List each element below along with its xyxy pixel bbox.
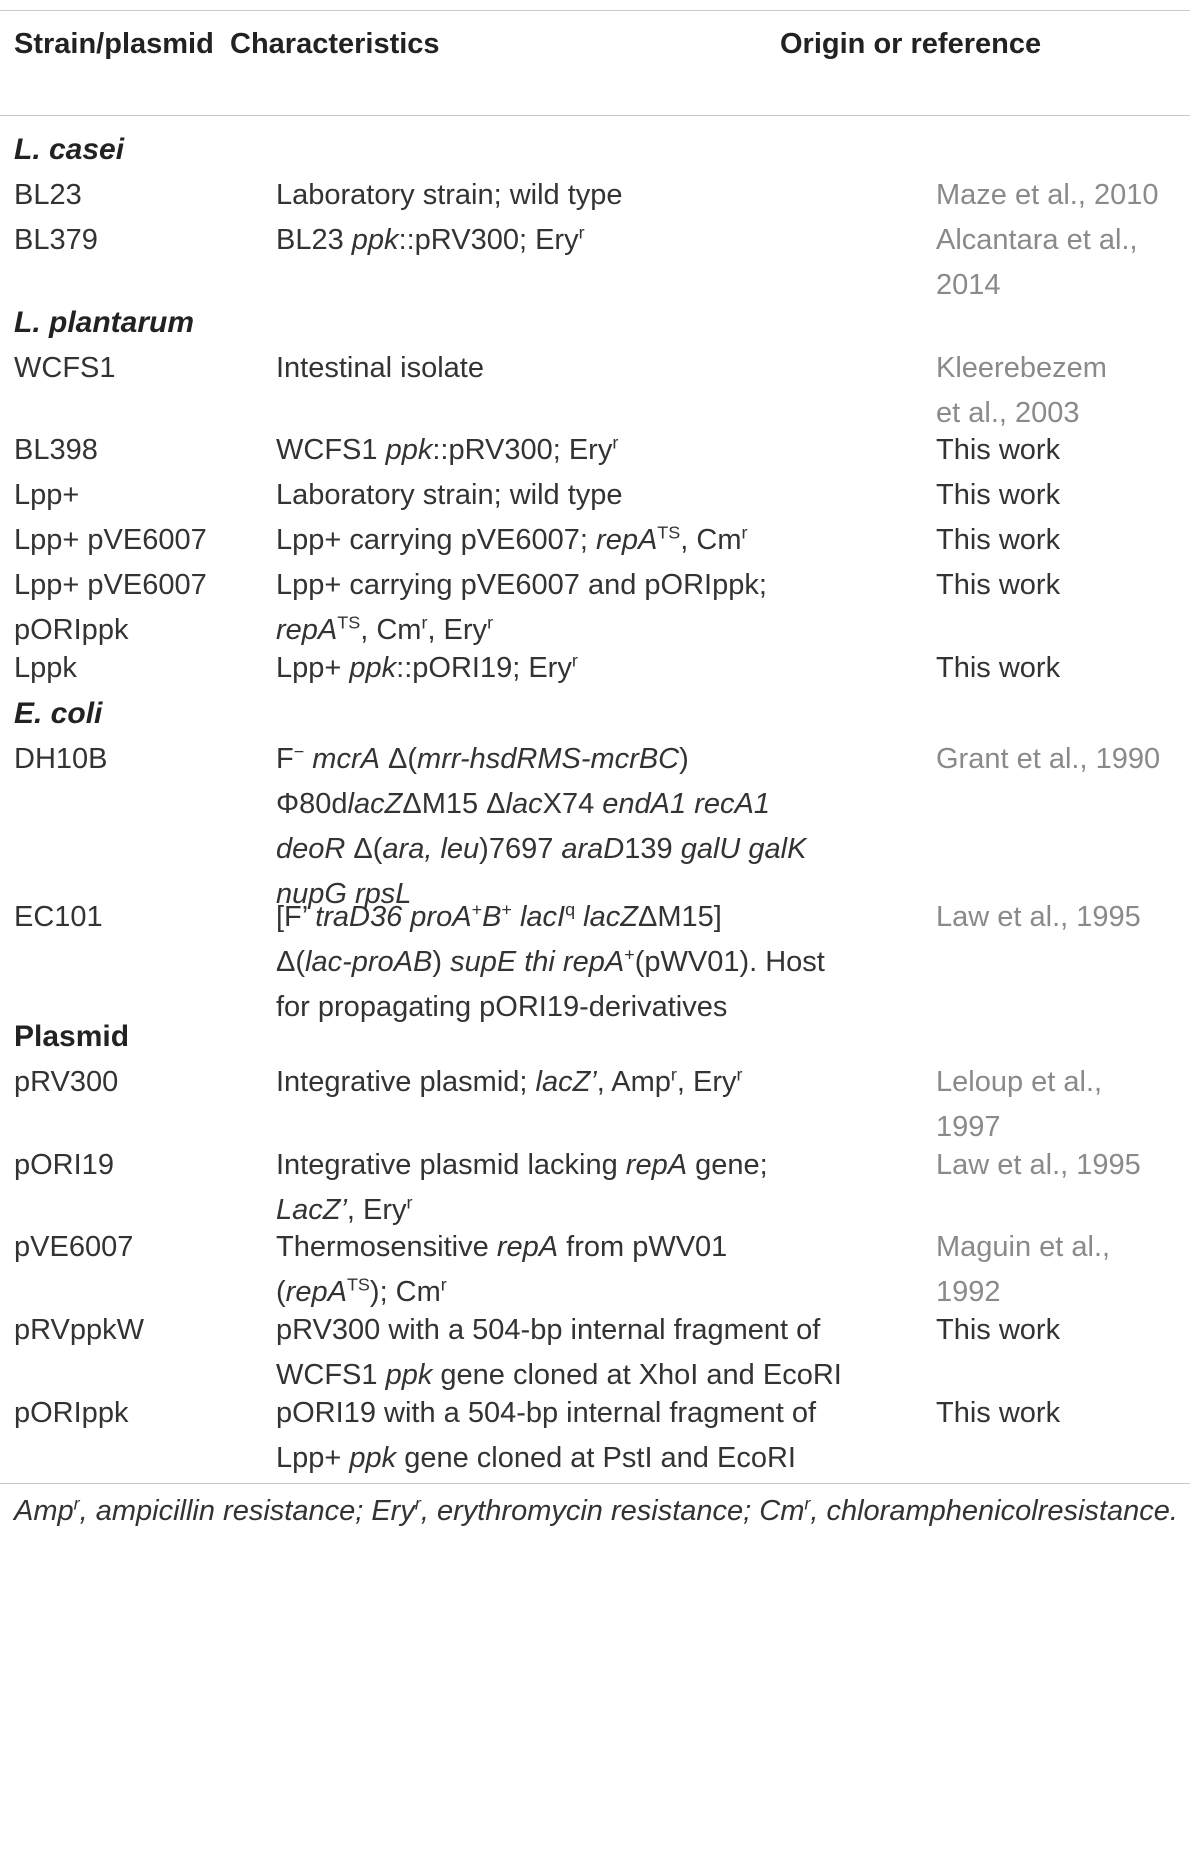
characteristics-cell xyxy=(276,173,936,218)
superscript: r xyxy=(736,1064,743,1085)
text-segment: Kleerebezem xyxy=(936,352,1107,384)
strain-cell xyxy=(14,173,264,218)
reference-cell xyxy=(936,1225,1198,1315)
reference-cell xyxy=(936,518,1198,563)
section-title: L. casei xyxy=(14,133,125,166)
characteristics-cell xyxy=(276,1143,936,1233)
characteristics-cell xyxy=(276,1225,936,1315)
text-line xyxy=(276,1308,936,1353)
text-segment: , Cm xyxy=(680,524,742,556)
text-segment: , ampicillin resistance; Ery xyxy=(79,1495,415,1527)
text-segment: This work xyxy=(936,524,1061,556)
superscript: r xyxy=(804,1493,811,1514)
reference-cell xyxy=(936,1308,1198,1353)
text-segment: , chloramphenicol xyxy=(810,1495,1038,1527)
text-segment: Integrative plasmid lacking xyxy=(276,1149,626,1181)
text-line xyxy=(276,563,936,608)
superscript: + xyxy=(624,944,635,965)
table-footnote xyxy=(14,1492,1194,1530)
text-segment: BL23 xyxy=(14,179,82,211)
text-segment: , Ery xyxy=(427,614,488,646)
superscript: r xyxy=(487,612,494,633)
text-segment: Φ80d xyxy=(276,788,348,820)
text-segment: pORIppk xyxy=(14,1397,129,1429)
text-line xyxy=(276,1225,936,1270)
text-segment: This work xyxy=(936,652,1061,684)
text-line xyxy=(936,737,1198,782)
superscript: r xyxy=(414,1493,421,1514)
text-segment: lacZ xyxy=(583,901,638,933)
text-line xyxy=(14,1225,264,1270)
text-segment: F xyxy=(276,743,294,775)
text-segment: Integrative plasmid; xyxy=(276,1066,536,1098)
text-segment: Δ( xyxy=(345,833,383,865)
text-segment xyxy=(512,901,520,933)
text-segment: araD xyxy=(561,833,625,865)
text-segment: repA xyxy=(496,1231,559,1263)
superscript: r xyxy=(741,522,748,543)
superscript: q xyxy=(565,899,576,920)
text-line xyxy=(936,1308,1198,1353)
text-segment: Lpp+ xyxy=(276,1442,350,1474)
text-line xyxy=(276,1143,936,1188)
text-segment: et al., 2003 xyxy=(936,397,1080,429)
characteristics-cell xyxy=(276,473,936,518)
text-segment: BL379 xyxy=(14,224,98,256)
text-line xyxy=(276,1060,936,1105)
superscript: r xyxy=(73,1493,80,1514)
strain-cell xyxy=(14,1143,264,1188)
text-line xyxy=(276,473,936,518)
text-segment: ppk xyxy=(349,1442,397,1474)
text-line xyxy=(276,895,936,940)
text-line xyxy=(936,1143,1198,1188)
text-line xyxy=(276,782,936,827)
text-segment: , Amp xyxy=(596,1066,671,1098)
text-segment: mrr-hsdRMS-mcrBC xyxy=(417,743,680,775)
text-segment: lac xyxy=(505,788,543,820)
text-segment: repA xyxy=(596,524,658,556)
text-segment: ΔM15 Δ xyxy=(402,788,506,820)
text-segment: repA xyxy=(276,614,338,646)
superscript: r xyxy=(670,1064,677,1085)
text-line xyxy=(276,1391,936,1436)
text-line xyxy=(14,646,264,691)
superscript: TS xyxy=(337,612,361,633)
text-segment: Leloup et al., xyxy=(936,1066,1103,1098)
reference-cell xyxy=(936,737,1198,782)
strain-cell xyxy=(14,1308,264,1353)
text-line xyxy=(1038,1495,1178,1527)
text-line xyxy=(936,895,1198,940)
text-segment: lacZ xyxy=(347,788,403,820)
reference-cell xyxy=(936,1060,1198,1150)
text-line xyxy=(276,218,936,263)
text-segment: pORI19 with a 504-bp internal fragment of xyxy=(276,1397,817,1429)
text-segment: for propagating pORI19-derivatives xyxy=(276,991,728,1023)
text-segment: ppk xyxy=(385,434,433,466)
text-segment: resistance. xyxy=(1037,1495,1178,1527)
superscript: r xyxy=(406,1192,413,1213)
superscript: + xyxy=(471,899,483,920)
text-segment: 139 xyxy=(624,833,681,865)
text-segment: repA xyxy=(625,1149,688,1181)
text-line xyxy=(14,218,264,263)
characteristics-cell xyxy=(276,895,936,1030)
text-segment: ppk xyxy=(351,224,399,256)
text-segment: supE thi repA xyxy=(450,946,625,978)
text-segment: WCFS1 xyxy=(276,434,386,466)
text-segment: Lppk xyxy=(14,652,77,684)
text-segment: pRV300 with a 504-bp internal fragment of xyxy=(276,1314,821,1346)
text-line xyxy=(14,1060,264,1105)
text-segment: WCFS1 xyxy=(276,1359,386,1391)
header-reference: Origin or reference xyxy=(780,28,1042,60)
text-line xyxy=(14,473,264,518)
text-segment: 1992 xyxy=(936,1276,1001,1308)
text-segment: Lpp+ xyxy=(14,479,80,511)
text-segment: pRV300 xyxy=(14,1066,119,1098)
text-line xyxy=(14,173,264,218)
text-line xyxy=(936,346,1198,391)
text-segment: from pWV01 xyxy=(558,1231,728,1263)
text-line xyxy=(14,1143,264,1188)
text-segment: ) xyxy=(679,743,689,775)
reference-cell xyxy=(936,173,1198,218)
text-segment: Maguin et al., xyxy=(936,1231,1111,1263)
superscript: − xyxy=(293,741,305,762)
characteristics-cell xyxy=(276,646,936,691)
text-segment: Grant et al., 1990 xyxy=(936,743,1161,775)
text-line xyxy=(936,1060,1198,1105)
top-rule xyxy=(0,10,1190,11)
text-segment: pRVppkW xyxy=(14,1314,145,1346)
text-segment: galU galK xyxy=(680,833,807,865)
text-segment: ::pRV300; Ery xyxy=(432,434,613,466)
text-segment: ::pRV300; Ery xyxy=(398,224,579,256)
characteristics-cell xyxy=(276,1308,936,1398)
text-segment: lacI xyxy=(519,901,566,933)
text-segment: ) xyxy=(432,946,451,978)
reference-cell xyxy=(936,1391,1198,1436)
strain-cell xyxy=(14,1391,264,1436)
text-line xyxy=(276,518,936,563)
strain-cell xyxy=(14,737,264,782)
strain-cell xyxy=(14,563,264,653)
text-segment: ::pORI19; Ery xyxy=(396,652,572,684)
superscript: r xyxy=(612,432,619,453)
strain-cell xyxy=(14,1060,264,1105)
superscript: r xyxy=(578,222,585,243)
text-segment: ( xyxy=(276,1276,286,1308)
reference-cell xyxy=(936,473,1198,518)
reference-cell xyxy=(936,346,1198,436)
text-segment: )7697 xyxy=(479,833,562,865)
superscript: r xyxy=(440,1274,447,1295)
text-segment: Δ( xyxy=(276,946,306,978)
text-segment: WCFS1 xyxy=(14,352,116,384)
text-line xyxy=(936,218,1198,263)
text-line xyxy=(14,428,264,473)
text-line xyxy=(936,518,1198,563)
superscript: r xyxy=(421,612,428,633)
text-segment: Laboratory strain; wild type xyxy=(276,479,623,511)
text-segment: ppk xyxy=(349,652,397,684)
text-line xyxy=(14,346,264,391)
superscript: + xyxy=(501,899,512,920)
reference-cell xyxy=(936,563,1198,608)
reference-cell xyxy=(936,1143,1198,1188)
text-segment: pVE6007 xyxy=(14,1231,134,1263)
characteristics-cell xyxy=(276,346,936,391)
text-segment: , Ery xyxy=(676,1066,737,1098)
text-segment: Δ( xyxy=(379,743,418,775)
text-line xyxy=(936,263,1198,308)
text-segment: BL398 xyxy=(14,434,98,466)
characteristics-cell xyxy=(276,1060,936,1105)
text-segment: deoR xyxy=(276,833,346,865)
text-line xyxy=(936,563,1198,608)
text-segment: traD36 proA xyxy=(315,901,472,933)
text-segment: Law et al., 1995 xyxy=(936,1149,1141,1181)
text-line xyxy=(936,473,1198,518)
characteristics-cell xyxy=(276,518,936,563)
text-line xyxy=(276,346,936,391)
text-segment: gene cloned at XhoI and EcoRI xyxy=(432,1359,842,1391)
text-segment: Amp xyxy=(14,1495,74,1527)
text-line xyxy=(936,1225,1198,1270)
characteristics-cell xyxy=(276,428,936,473)
text-segment: Laboratory strain; wild type xyxy=(276,179,623,211)
text-segment: gene cloned at PstI and EcoRI xyxy=(396,1442,796,1474)
text-segment: 1997 xyxy=(936,1111,1001,1143)
text-segment: lac-proAB xyxy=(305,946,433,978)
text-segment: Thermosensitive xyxy=(276,1231,497,1263)
text-line xyxy=(936,646,1198,691)
text-segment: EC101 xyxy=(14,901,103,933)
text-segment: Law et al., 1995 xyxy=(936,901,1141,933)
text-segment: Intestinal isolate xyxy=(276,352,484,384)
text-segment: ); Cm xyxy=(369,1276,441,1308)
text-segment: Maze et al., 2010 xyxy=(936,179,1159,211)
text-segment: LacZ’ xyxy=(276,1194,347,1226)
text-segment: Alcantara et al., xyxy=(936,224,1138,256)
text-segment: This work xyxy=(936,479,1061,511)
text-line xyxy=(276,827,936,872)
text-segment: X74 xyxy=(542,788,603,820)
text-line xyxy=(276,737,936,782)
strain-cell xyxy=(14,428,264,473)
text-line xyxy=(276,646,936,691)
text-segment: BL23 xyxy=(276,224,352,256)
text-line xyxy=(936,1391,1198,1436)
text-segment: This work xyxy=(936,1314,1061,1346)
text-segment: ara, leu xyxy=(382,833,480,865)
text-segment: This work xyxy=(936,569,1061,601)
reference-cell xyxy=(936,428,1198,473)
text-segment: 2014 xyxy=(936,269,1001,301)
text-segment: [F’ xyxy=(276,901,316,933)
text-segment: endA1 recA1 xyxy=(602,788,770,820)
text-segment: , Cm xyxy=(360,614,422,646)
superscript: TS xyxy=(657,522,681,543)
characteristics-cell xyxy=(276,737,936,920)
strain-cell xyxy=(14,218,264,263)
strain-cell xyxy=(14,346,264,391)
text-segment: This work xyxy=(936,434,1061,466)
text-segment: mcrA xyxy=(312,743,380,775)
text-segment: Lpp+ pVE6007 xyxy=(14,569,207,601)
text-line xyxy=(14,737,264,782)
text-segment xyxy=(575,901,583,933)
header-strain: Strain/plasmid xyxy=(14,28,214,60)
text-line xyxy=(14,895,264,940)
strain-cell xyxy=(14,1225,264,1270)
text-line xyxy=(14,1495,1038,1527)
text-segment: Lpp+ pVE6007 xyxy=(14,524,207,556)
text-line xyxy=(276,428,936,473)
characteristics-cell xyxy=(276,563,936,653)
text-segment: repA xyxy=(285,1276,347,1308)
reference-cell xyxy=(936,646,1198,691)
reference-cell xyxy=(936,895,1198,940)
characteristics-cell xyxy=(276,1391,936,1481)
text-segment: This work xyxy=(936,1397,1061,1429)
text-segment: pORI19 xyxy=(14,1149,114,1181)
reference-cell xyxy=(936,218,1198,308)
section-title: L. plantarum xyxy=(14,306,195,339)
superscript: TS xyxy=(346,1274,370,1295)
text-segment: B xyxy=(482,901,502,933)
superscript: r xyxy=(571,650,578,671)
characteristics-cell xyxy=(276,218,936,263)
text-segment: Lpp+ carrying pVE6007; xyxy=(276,524,597,556)
text-line xyxy=(14,563,264,608)
strain-cell xyxy=(14,473,264,518)
text-segment: , erythromycin resistance; Cm xyxy=(420,1495,805,1527)
strain-cell xyxy=(14,895,264,940)
text-line xyxy=(14,518,264,563)
strain-cell xyxy=(14,518,264,563)
text-line xyxy=(14,1391,264,1436)
text-line xyxy=(276,985,936,1030)
strain-cell xyxy=(14,646,264,691)
text-segment: Lpp+ xyxy=(276,652,350,684)
text-line xyxy=(936,428,1198,473)
text-segment: ppk xyxy=(385,1359,433,1391)
text-line xyxy=(936,173,1198,218)
text-line xyxy=(276,940,936,985)
text-segment: gene; xyxy=(687,1149,768,1181)
section-title: Plasmid xyxy=(14,1020,130,1053)
text-segment: ΔM15] xyxy=(637,901,722,933)
text-segment: lacZ’ xyxy=(535,1066,597,1098)
text-segment: DH10B xyxy=(14,743,108,775)
header-characteristics: Characteristics xyxy=(230,28,440,60)
header-rule xyxy=(0,115,1190,116)
text-line xyxy=(276,1436,936,1481)
text-segment: nupG rpsL xyxy=(276,878,412,910)
text-segment: , Ery xyxy=(346,1194,407,1226)
text-segment: Lpp+ carrying pVE6007 and pORIppk; xyxy=(276,569,767,601)
text-segment: pORIppk xyxy=(14,614,129,646)
section-title: E. coli xyxy=(14,697,103,730)
bottom-rule xyxy=(0,1483,1190,1484)
text-line xyxy=(14,1308,264,1353)
text-line xyxy=(276,173,936,218)
text-segment: (pWV01). Host xyxy=(634,946,825,978)
